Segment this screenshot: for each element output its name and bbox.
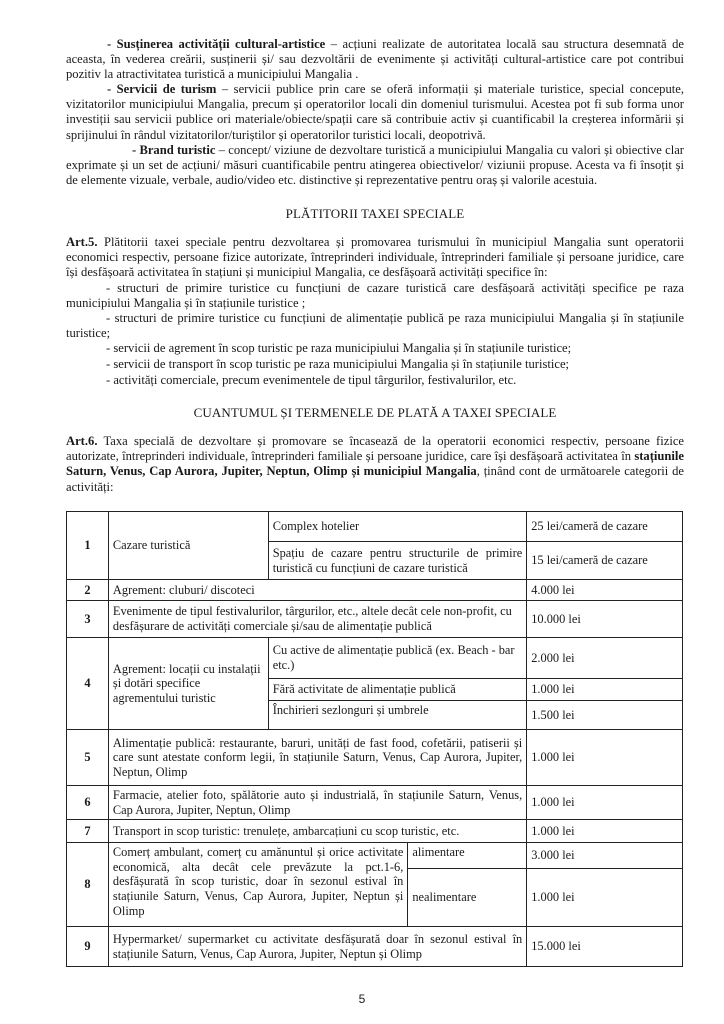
sub-description: Complex hotelier	[268, 512, 527, 542]
table-row	[67, 601, 683, 638]
sub-description: Fără activitate de alimentație publică	[268, 679, 527, 701]
tax-table	[66, 511, 683, 967]
row-description: Comerț ambulant, comerț cu amănuntul și orice activitate economică, alta decât cele prevăzute la pct.1-6, desfășurată în scop turistic, doar în sezonul estival în stațiunile Saturn, Venus, Cap Aurora, Jupiter, Neptun și Olimp	[108, 843, 407, 927]
row-number: 7	[67, 820, 109, 843]
tax-value: 4.000 lei	[527, 580, 683, 601]
table-row	[67, 580, 683, 601]
article-text: Taxa specială de dezvoltare și promovare se încasează de la operatorii economici respectiv, persoane fizice autorizate, întreprinderi individuale, întreprinderi familiale și persoane juridice, care își desfășoară activitatea în	[66, 434, 684, 464]
article-resorts: stațiunile Saturn, Venus, Cap Aurora, Jupiter, Neptun, Olimp și municipiul Mangalia	[66, 449, 684, 479]
payer-item: - servicii de transport în scop turistic pe raza municipiului Mangalia și în stațiunile turistice;	[106, 357, 570, 371]
row-number: 4	[67, 638, 109, 730]
row-number: 3	[67, 601, 109, 638]
row-number: 6	[67, 786, 109, 820]
row-description: Agrement: locații cu instalații și dotări specifice agrementului turistic	[108, 638, 268, 730]
row-description: Transport in scop turistic: trenulețe, ambarcațiuni cu scop turistic, etc.	[108, 820, 526, 843]
table-row	[67, 512, 683, 542]
table-row	[67, 730, 683, 786]
article-label: Art.6.	[66, 434, 98, 448]
table-row	[67, 638, 683, 679]
row-description: Farmacie, atelier foto, spălătorie auto și industrială, în stațiunile Saturn, Venus, Cap Aurora, Jupiter, Neptun, Olimp	[108, 786, 526, 820]
tax-value: 10.000 lei	[527, 601, 683, 638]
sub-description: Închirieri sezlonguri și umbrele	[268, 701, 527, 730]
row-number: 9	[67, 927, 109, 967]
tax-value: 1.000 lei	[527, 730, 683, 786]
tax-value: 15.000 lei	[527, 927, 683, 967]
sub-description: alimentare	[408, 843, 527, 869]
article-text: Plătitorii taxei speciale pentru dezvoltarea și promovarea turismului în municipiul Mangalia sunt operatorii economici respectiv, persoane fizice autorizate, întreprinderi individuale, întreprinderi familiale și persoane juridice, care își desfășoară activitatea în stațiuni și municipiul Mangalia, ce desfășoară activități specifice în:	[66, 235, 684, 280]
tax-value: 1.000 lei	[527, 820, 683, 843]
tax-value: 1.000 lei	[527, 786, 683, 820]
payer-item: - structuri de primire turistice cu funcțiuni de cazare turistică care desfășoară activități specifice pe raza municipiului Mangalia și în stațiunile turistice ;	[66, 281, 684, 311]
definition-text: – concept/ viziune de dezvoltare turistică a municipiului Mangalia cu valori și obiective clar exprimate și un set de acțiuni/ măsuri cuantificabile pentru atingerea obiectivelor/ viziunii propuse. Acesta va fi însoțit și de elemente vizuale, verbale, audio/video etc. distinctive și reprezentative pentru oraș și valorile acestuia.	[66, 143, 684, 188]
definition-tourism-brand	[66, 143, 684, 189]
tax-value: 25 lei/cameră de cazare	[527, 512, 683, 542]
article-5	[66, 235, 684, 281]
row-number: 2	[67, 580, 109, 601]
row-description: Evenimente de tipul festivalurilor, târgurilor, etc., altele decât cele non-profit, cu desfășurare de activități comerciale și/sau de alimentație publică	[108, 601, 526, 638]
row-description: Agrement: cluburi/ discoteci	[108, 580, 526, 601]
tax-value: 1.500 lei	[527, 701, 683, 730]
definition-cultural-artistic	[66, 37, 684, 83]
table-row	[67, 843, 683, 869]
sub-description: Spațiu de cazare pentru structurile de primire turistică cu funcțiuni de cazare turistică	[268, 542, 527, 580]
section-heading-amount: CUANTUMUL ȘI TERMENELE DE PLATĂ A TAXEI SPECIALE	[193, 405, 557, 420]
tax-value: 1.000 lei	[527, 679, 683, 701]
definition-term: - Servicii de turism	[107, 82, 217, 96]
row-description: Cazare turistică	[108, 512, 268, 580]
definition-text: – acțiuni realizate de autoritatea locală sau structura desemnată de aceasta, în vederea creării, susținerii și/ sau dezvoltării de evenimente și activități cultural-artistice care pot contribui pozitiv la atractivitatea turistică a municipiului Mangalia .	[66, 37, 684, 82]
row-number: 1	[67, 512, 109, 580]
definition-text: – servicii publice prin care se oferă informații și materiale turistice, special concepute, vizitatorilor municipiului Mangalia, precum și operatorilor locali din domeniul turismului. Acestea pot fi sub forma unor investiții sau servicii publice ori materiale/obiecte/spații care să contribuie activ și cuantificabil la creșterea informării și sprijinului în rândul vizitatorilor/turiștilor și operatorilor turistici locali, deopotrivă.	[66, 82, 684, 142]
definition-term: - Susținerea activității cultural-artistice	[107, 37, 326, 51]
article-6	[66, 434, 684, 495]
article-label: Art.5.	[66, 235, 98, 249]
page-number: 5	[358, 992, 366, 1006]
section-heading-payers: PLĂTITORII TAXEI SPECIALE	[285, 206, 465, 221]
definition-tourism-services	[66, 82, 684, 143]
row-number: 8	[67, 843, 109, 927]
row-description: Alimentație publică: restaurante, baruri, unități de fast food, cofetării, patiserii și care sunt atestate conform legii, în stațiunile Saturn, Venus, Cap Aurora, Jupiter, Neptun, Olimp	[108, 730, 526, 786]
sub-description: nealimentare	[408, 869, 527, 927]
row-description: Hypermarket/ supermarket cu activitate desfășurată doar în sezonul estival în stațiunile Saturn, Venus, Cap Aurora, Jupiter, Neptun și Olimp	[108, 927, 526, 967]
table-row	[67, 786, 683, 820]
table-row	[67, 820, 683, 843]
tax-value: 2.000 lei	[527, 638, 683, 679]
row-number: 5	[67, 730, 109, 786]
payer-item: - activități comerciale, precum evenimentele de tipul târgurilor, festivalurilor, etc.	[106, 373, 517, 387]
tax-value: 15 lei/cameră de cazare	[527, 542, 683, 580]
payer-item: - servicii de agrement în scop turistic pe raza municipiului Mangalia și în stațiunile turistice;	[106, 341, 572, 355]
tax-value: 1.000 lei	[527, 869, 683, 927]
table-row	[67, 927, 683, 967]
tax-value: 3.000 lei	[527, 843, 683, 869]
definition-term: - Brand turistic	[132, 143, 216, 157]
payer-item: - structuri de primire turistice cu funcțiuni de alimentație publică pe raza municipiului Mangalia și în stațiunile turistice;	[66, 311, 684, 341]
article-text-end: , ținând cont de următoarele categorii de activități:	[66, 464, 684, 494]
sub-description: Cu active de alimentație publică (ex. Beach - bar etc.)	[268, 638, 527, 679]
